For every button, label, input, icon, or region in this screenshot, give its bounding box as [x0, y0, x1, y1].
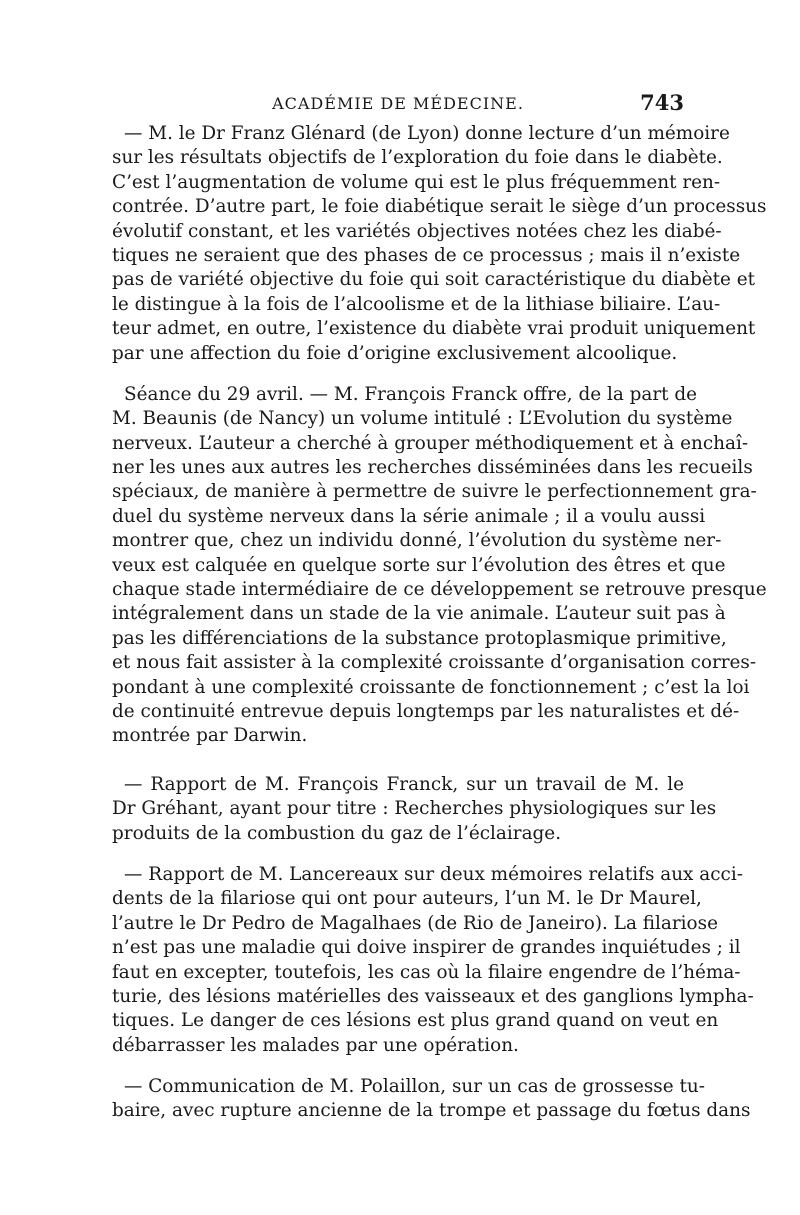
text-line: baire, avec rupture ancienne de la trompe et passage du fœtus dans — [112, 1100, 751, 1122]
paragraph-communication-polaillon — [112, 1075, 751, 1124]
text-line: — Rapport de M. Lancereaux sur deux mémoires relatifs aux acci- — [124, 863, 743, 885]
text-line: C’est l’augmentation de volume qui est le plus fréquemment ren- — [112, 171, 721, 193]
text-line: pondant à une complexité croissante de fonctionnement ; c’est la loi — [112, 676, 750, 698]
text-line: pas les différenciations de la substance protoplasmique primitive, — [112, 627, 727, 649]
text-line: — Rapport de M. François Franck, sur un travail de M. le — [124, 773, 684, 795]
paragraph-glenard — [112, 122, 767, 366]
text-line: tiques ne seraient que des phases de ce processus ; mais il n’existe — [112, 244, 741, 266]
page-number: 743 — [640, 90, 684, 115]
text-line: Dr Gréhant, ayant pour titre : Recherches physiologiques sur les — [112, 798, 717, 820]
text-line: contrée. D’autre part, le foie diabétique serait le siège d’un processus — [112, 196, 767, 218]
paragraph-seance-29-avril — [112, 383, 767, 749]
text-line: tiques. Le danger de ces lésions est plus grand quand on veut en — [112, 1010, 719, 1032]
text-line: spéciaux, de manière à permettre de suivre le perfectionnement gra- — [112, 481, 757, 503]
text-line: produits de la combustion du gaz de l’éclairage. — [112, 822, 562, 844]
text-line: n’est pas une maladie qui doive inspirer de grandes inquiétudes ; il — [112, 937, 741, 959]
text-line: nerveux. L’auteur a cherché à grouper méthodiquement et à enchaî- — [112, 432, 749, 454]
text-line: de continuité entrevue depuis longtemps par les naturalistes et dé- — [112, 700, 740, 722]
text-line: dents de la filariose qui ont pour auteurs, l’un M. le Dr Maurel, — [112, 888, 702, 910]
text-line: ner les unes aux autres les recherches disséminées dans les recueils — [112, 457, 753, 479]
text-line: — M. le Dr Franz Glénard (de Lyon) donne lecture d’un mémoire — [124, 123, 730, 144]
running-header — [112, 88, 684, 118]
page-body — [112, 122, 767, 1141]
text-line: M. Beaunis (de Nancy) un volume intitulé : L’Evolution du système — [112, 408, 733, 430]
text-line: le distingue à la fois de l’alcoolisme et de la lithiase biliaire. L’au- — [112, 293, 721, 315]
text-line: débarrasser les malades par une opération. — [112, 1034, 519, 1056]
text-line: teur admet, en outre, l’existence du diabète vrai produit uniquement — [112, 318, 756, 340]
text-line: et nous fait assister à la complexité croissante d’organisation corres- — [112, 652, 757, 674]
text-line: — Communication de M. Polaillon, sur un cas de grossesse tu- — [124, 1076, 705, 1098]
text-line: chaque stade intermédiaire de ce développement se retrouve presque — [112, 579, 767, 601]
text-line: l’autre le Dr Pedro de Magalhaes (de Rio de Janeiro). La filariose — [112, 912, 718, 934]
text-line: montrée par Darwin. — [112, 725, 308, 747]
text-line: pas de variété objective du foie qui soit caractéristique du diabète et — [112, 269, 756, 291]
text-line: turie, des lésions matérielles des vaisseaux et des ganglions lympha- — [112, 985, 754, 1007]
text-line: faut en excepter, toutefois, les cas où la filaire engendre de l’héma- — [112, 961, 741, 983]
paragraph-rapport-franck — [112, 773, 717, 846]
text-line: veux est calquée en quelque sorte sur l’évolution des êtres et que — [112, 554, 726, 576]
text-line: intégralement dans un stade de la vie animale. L’auteur suit pas à — [112, 603, 726, 625]
paragraph-rapport-lancereaux — [112, 863, 754, 1058]
text-line: Séance du 29 avril. — M. François Franck offre, de la part de — [124, 383, 698, 405]
text-line: évolutif constant, et les variétés objectives notées chez les diabé- — [112, 220, 722, 242]
text-line: par une affection du foie d’origine exclusivement alcoolique. — [112, 342, 678, 364]
header-title: ACADÉMIE DE MÉDECINE. — [272, 94, 524, 113]
text-line: sur les résultats objectifs de l’exploration du foie dans le diabète. — [112, 147, 723, 169]
text-line: montrer que, chez un individu donné, l’évolution du système ner- — [112, 530, 722, 552]
text-line: duel du système nerveux dans la série animale ; il a voulu aussi — [112, 505, 706, 527]
